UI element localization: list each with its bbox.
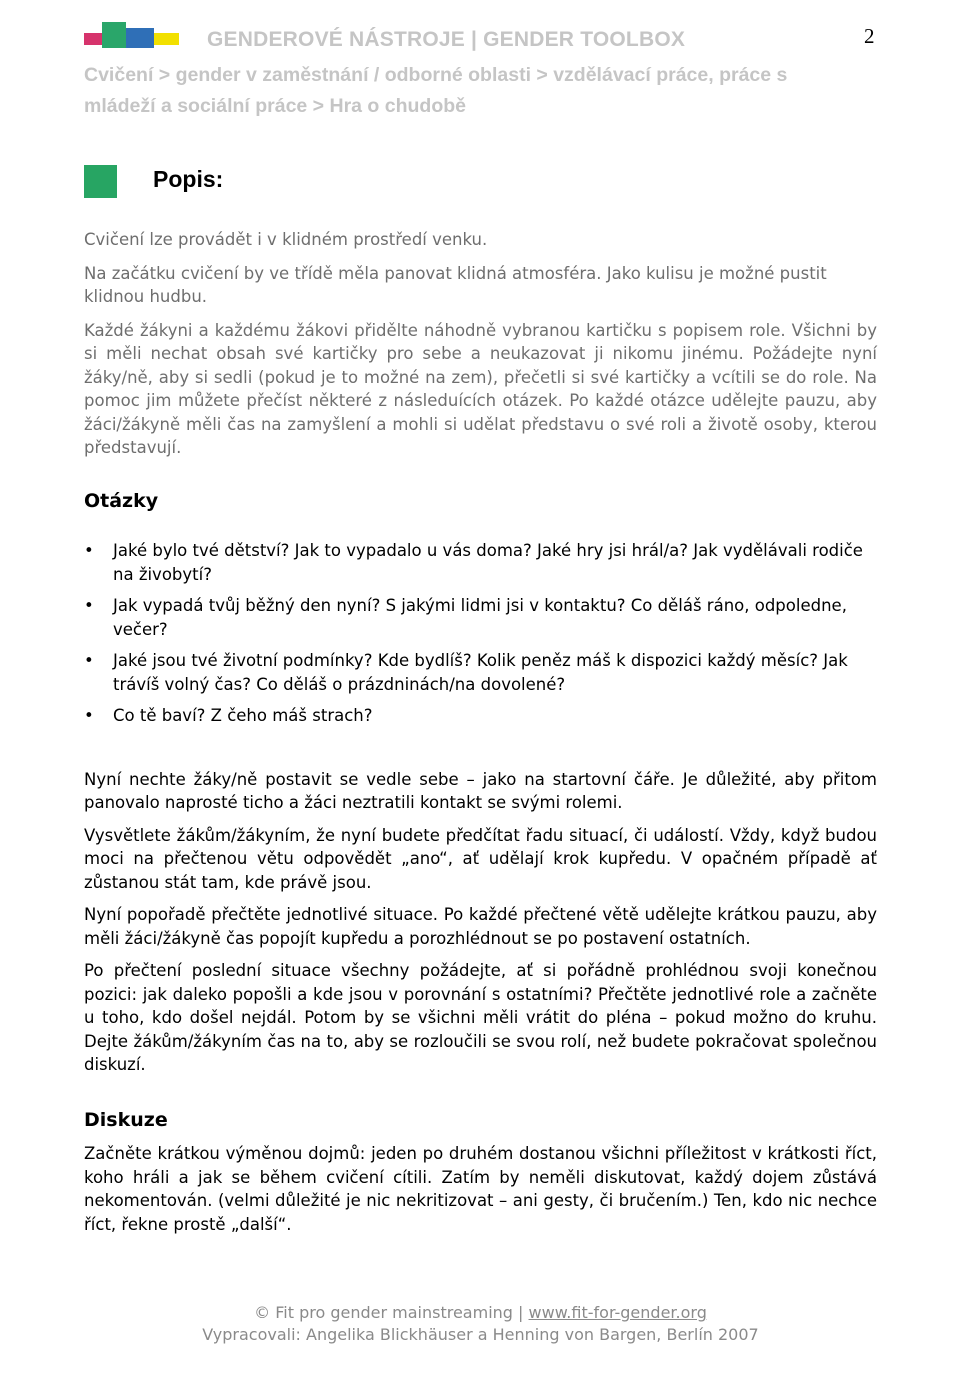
bullet-icon: • [84, 596, 94, 615]
question-text: Jak vypadá tvůj běžný den nyní? S jakými lidmi jsi v kontaktu? Co děláš ráno, odpoledne, večer? [113, 596, 847, 639]
paragraph-role-cards: Každé žákyni a každému žákovi přidělte náhodně vybranou kartičku s popisem role. Všichni by si měli nechat obsah své kartičky pro sebe a neukazovat ji nikomu jinému. Požádejte nyní žáky/ně, aby si sedli (pokud je to možné na zem), přečetli si své kartičky a vcítili se do role. Na pomoc jim můžete přečíst některé z následuících otázek. Po každé otázce udělejte pauzu, aby žáci/žákyně měli čas na zamyšlení a mohli si udělat představu o své roli a životě osoby, kterou představují. [84, 320, 877, 457]
questions-list [84, 539, 877, 728]
questions-heading: Otázky [84, 489, 159, 512]
section-marker-square [84, 165, 117, 198]
logo-pink-block [84, 33, 102, 45]
page-number: 2 [864, 24, 875, 48]
question-item [84, 649, 877, 696]
question-text: Jaké bylo tvé dětství? Jak to vypadalo u vás doma? Jaké hry jsi hrál/a? Jak vydělávali rodiče na živobytí? [113, 541, 863, 584]
bullet-icon: • [84, 541, 94, 560]
paragraph-start-line: Nyní nechte žáky/ně postavit se vedle sebe – jako na startovní čáře. Je důležité, aby přitom panovalo naprosté ticho a žáci neztratili kontakt se svými rolemi. [84, 769, 877, 812]
question-text: Co tě baví? Z čeho máš strach? [113, 706, 373, 725]
logo-blue-block [126, 28, 154, 48]
breadcrumb: Cvičení > gender v zaměstnání / odborné oblasti > vzdělávací práce, práce s mládeží a sociální práce > Hra o chudobě [84, 64, 788, 117]
footer-separator: | [518, 1303, 524, 1322]
paragraph-explain-situations: Vysvětlete žákům/žákyním, že nyní budete předčítat řadu situací, či událostí. Vždy, když budou moci na přečtenou větu odpovědět „ano“, ať udělají krok kupředu. V opačném případě ať zůstanou stát tam, kde právě jsou. [84, 825, 877, 892]
paragraph-read-situations: Nyní popořadě přečtěte jednotlivé situace. Po každé přečtené větě udělejte krátkou pauzu, aby měli žáci/žákyně čas popojít kupředu a porozhlédnout se po postavení ostatních. [84, 905, 877, 948]
paragraph-final-position: Po přečtení poslední situace všechny požádejte, ať si pořádně prohlédnou svoji konečnou pozici: jak daleko popošli a kde jsou v porovnání s ostatními? Přečtěte jednotlivé role a začněte u toho, kdo došel nejdál. Potom by se všichni měli vrátit do pléna – pokud možno do kruhu. Dejte žákům/žákyním čas na to, aby se rozloučili se svou rolí, než budete pokračovat společnou diskuzí. [84, 961, 877, 1074]
discussion-heading: Diskuze [84, 1108, 168, 1131]
footer-org: Fit pro gender mainstreaming [275, 1303, 513, 1322]
footer-credits: Vypracovali: Angelika Blickhäuser a Henning von Bargen, Berlín 2007 [202, 1325, 759, 1344]
toolbox-logo [84, 22, 179, 48]
logo-green-block [102, 22, 126, 48]
paragraph-atmosphere: Na začátku cvičení by ve třídě měla panovat klidná atmosféra. Jako kulisu je možné pustit klidnou hudbu. [84, 263, 827, 306]
question-item [84, 594, 877, 641]
question-item [84, 539, 877, 586]
header-title: GENDEROVÉ NÁSTROJE | GENDER TOOLBOX [207, 28, 686, 51]
popis-heading: Popis: [153, 166, 224, 192]
bullet-icon: • [84, 706, 94, 725]
question-item [84, 704, 877, 728]
paragraph-outdoor: Cvičení lze provádět i v klidném prostředí venku. [84, 230, 488, 249]
footer-website-link[interactable]: www.fit-for-gender.org [528, 1303, 707, 1322]
bullet-icon: • [84, 651, 94, 670]
footer-line-1 [84, 1302, 877, 1324]
copyright-icon: © [254, 1303, 271, 1322]
question-text: Jaké jsou tvé životní podmínky? Kde bydlíš? Kolik peněz máš k dispozici každý měsíc? Jak trávíš volný čas? Co děláš o prázdninách/na dovolené? [113, 651, 848, 694]
logo-yellow-block [154, 33, 179, 45]
main-content [84, 228, 877, 1236]
paragraph-discussion: Začněte krátkou výměnou dojmů: jeden po druhém dostanou všichni příležitost v krátkosti říct, koho hráli a jak se během cvičení cítili. Zatím by neměli diskutovat, každý dojem zůstává nekomentován. (velmi důležité je nic nekritizovat – ani gesty, či bručením.) Ten, kdo nic nechce říct, řekne prostě „další“. [84, 1144, 877, 1234]
